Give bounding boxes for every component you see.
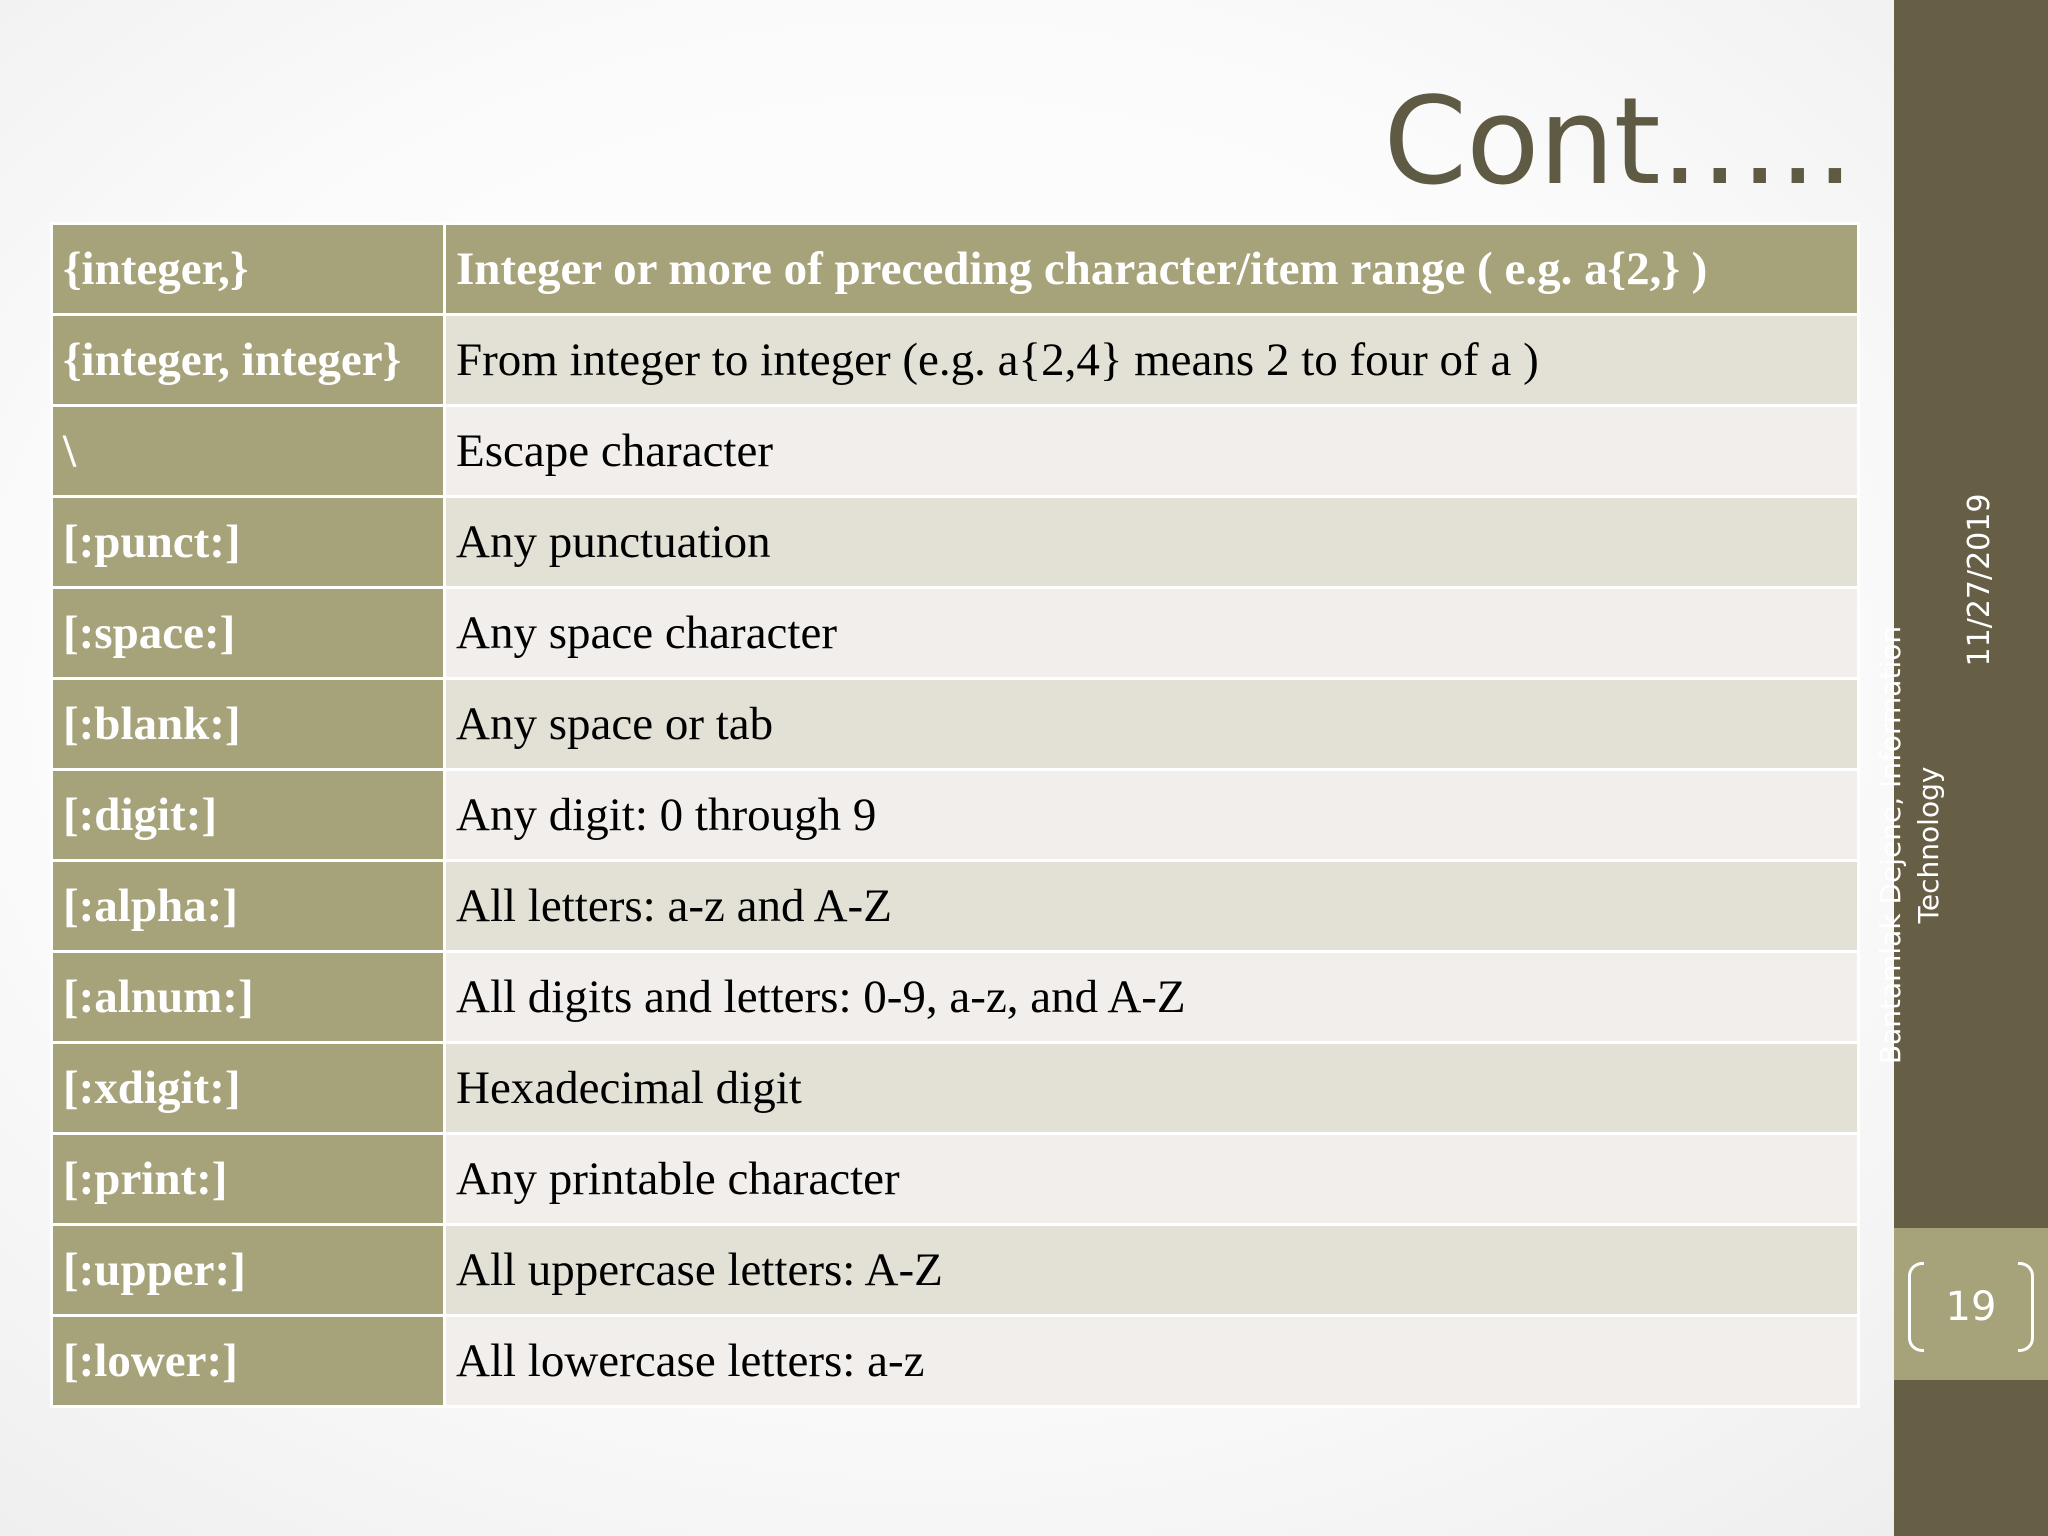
table-cell-desc: Integer or more of preceding character/item range ( e.g. a{2,} ) [445,224,1859,315]
table-cell-key: {integer, integer} [52,315,445,406]
table-cell-key: [:print:] [52,1134,445,1225]
slide-title: Cont….. [1383,73,1853,212]
table-cell-desc: All uppercase letters: A-Z [445,1225,1859,1316]
page-number: 19 [1945,1284,1997,1330]
table-cell-desc: All digits and letters: 0-9, a-z, and A-Z [445,952,1859,1043]
table-cell-key: {integer,} [52,224,445,315]
table-cell-desc: Any printable character [445,1134,1859,1225]
table-row [52,770,1859,861]
table-row [52,497,1859,588]
table-row [52,1134,1859,1225]
table-cell-key: [:alpha:] [52,861,445,952]
table-row [52,224,1859,315]
regex-table [50,222,1860,1408]
table-cell-desc: Any digit: 0 through 9 [445,770,1859,861]
table-cell-desc: Any space or tab [445,679,1859,770]
table-row [52,315,1859,406]
table-cell-key: [:blank:] [52,679,445,770]
table-row [52,406,1859,497]
table-row [52,1043,1859,1134]
table-row [52,861,1859,952]
table-cell-key: [:xdigit:] [52,1043,445,1134]
table-cell-key: \ [52,406,445,497]
table-cell-desc: Any punctuation [445,497,1859,588]
table-cell-desc: Hexadecimal digit [445,1043,1859,1134]
table-row [52,952,1859,1043]
slide-author: Bantamlak Dejene, Information Technology [1874,625,1945,1065]
table-cell-key: [:digit:] [52,770,445,861]
table-row [52,1225,1859,1316]
table-cell-key: [:punct:] [52,497,445,588]
table-cell-desc: All letters: a-z and A-Z [445,861,1859,952]
table-cell-key: [:alnum:] [52,952,445,1043]
table-row [52,679,1859,770]
table-cell-desc: Escape character [445,406,1859,497]
table-cell-key: [:lower:] [52,1316,445,1407]
table-cell-desc: All lowercase letters: a-z [445,1316,1859,1407]
slide-date: 11/27/2019 [1962,493,1997,667]
table-cell-desc: Any space character [445,588,1859,679]
table-row [52,588,1859,679]
table-cell-desc: From integer to integer (e.g. a{2,4} means 2 to four of a ) [445,315,1859,406]
table-cell-key: [:upper:] [52,1225,445,1316]
table-cell-key: [:space:] [52,588,445,679]
table-row [52,1316,1859,1407]
